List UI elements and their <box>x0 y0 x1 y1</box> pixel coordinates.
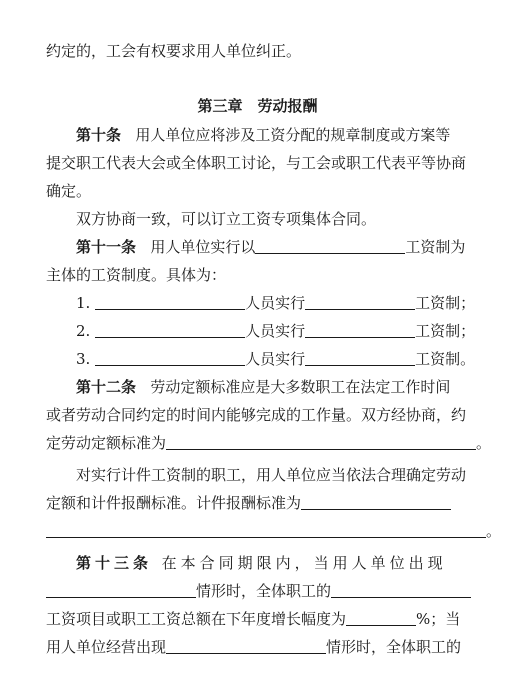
fill-blank[interactable] <box>255 239 405 254</box>
text-line: 对实行计件工资制的职工，用人单位应当依法合理确定劳动 <box>76 466 467 484</box>
fill-blank[interactable] <box>46 523 486 538</box>
fill-blank[interactable] <box>305 351 415 366</box>
text-line: 定额和计件报酬标准。计件报酬标准为 <box>46 492 497 514</box>
text-line: 双方协商一致，可以订立工资专项集体合同。 <box>76 210 377 228</box>
fill-blank[interactable] <box>331 583 471 598</box>
fill-blank[interactable] <box>166 435 476 450</box>
text-line: 或者劳动合同约定的时间内能够完成的工作量。双方经协商，约 <box>46 406 467 424</box>
text-line: 情形时，全体职工的 <box>46 580 497 602</box>
fill-blank[interactable] <box>95 351 245 366</box>
article-12-line: 第十二条 劳动定额标准应是大多数职工在法定工作时间 <box>76 378 451 396</box>
fill-blank[interactable] <box>346 611 416 626</box>
text-line: 约定的，工会有权要求用人单位纠正。 <box>46 42 302 60</box>
article-title: 第十一条 <box>76 238 137 256</box>
list-item: 2. 人员实行 工资制； <box>76 322 476 340</box>
list-item: 1. 人员实行 工资制； <box>76 294 476 312</box>
fill-blank[interactable] <box>95 295 245 310</box>
text-line: 用人单位经营出现 情形时，全体职工的 <box>46 638 462 656</box>
fill-blank[interactable] <box>301 495 451 510</box>
text-line: 。 <box>46 520 497 542</box>
list-item: 3. 人员实行 工资制。 <box>76 350 476 368</box>
fill-blank[interactable] <box>166 639 326 654</box>
article-11-line: 第十一条 用人单位实行以 工资制为 <box>76 238 466 256</box>
chapter-heading: 第三章 劳动报酬 <box>197 97 318 115</box>
text-line: 定劳动定额标准为 。 <box>46 434 492 452</box>
article-title: 第十条 <box>76 126 122 144</box>
fill-blank[interactable] <box>305 323 415 338</box>
text-line: 提交职工代表大会或全体职工讨论，与工会或职工代表平等协商 <box>46 154 467 172</box>
fill-blank[interactable] <box>305 295 415 310</box>
fill-blank[interactable] <box>46 583 196 598</box>
article-title: 第十二条 <box>76 378 137 396</box>
article-13-line: 第十三条 在本合同期限内，当用人单位出现 <box>76 554 447 572</box>
article-title: 第十三条 <box>76 554 153 572</box>
text-line: 确定。 <box>46 182 92 200</box>
article-10-line: 第十条 用人单位应将涉及工资分配的规章制度或方案等 <box>76 126 451 144</box>
text-line: 主体的工资制度。具体为： <box>46 266 227 284</box>
fill-blank[interactable] <box>95 323 245 338</box>
text-line: 工资项目或职工工资总额在下年度增长幅度为 %；当 <box>46 610 461 628</box>
